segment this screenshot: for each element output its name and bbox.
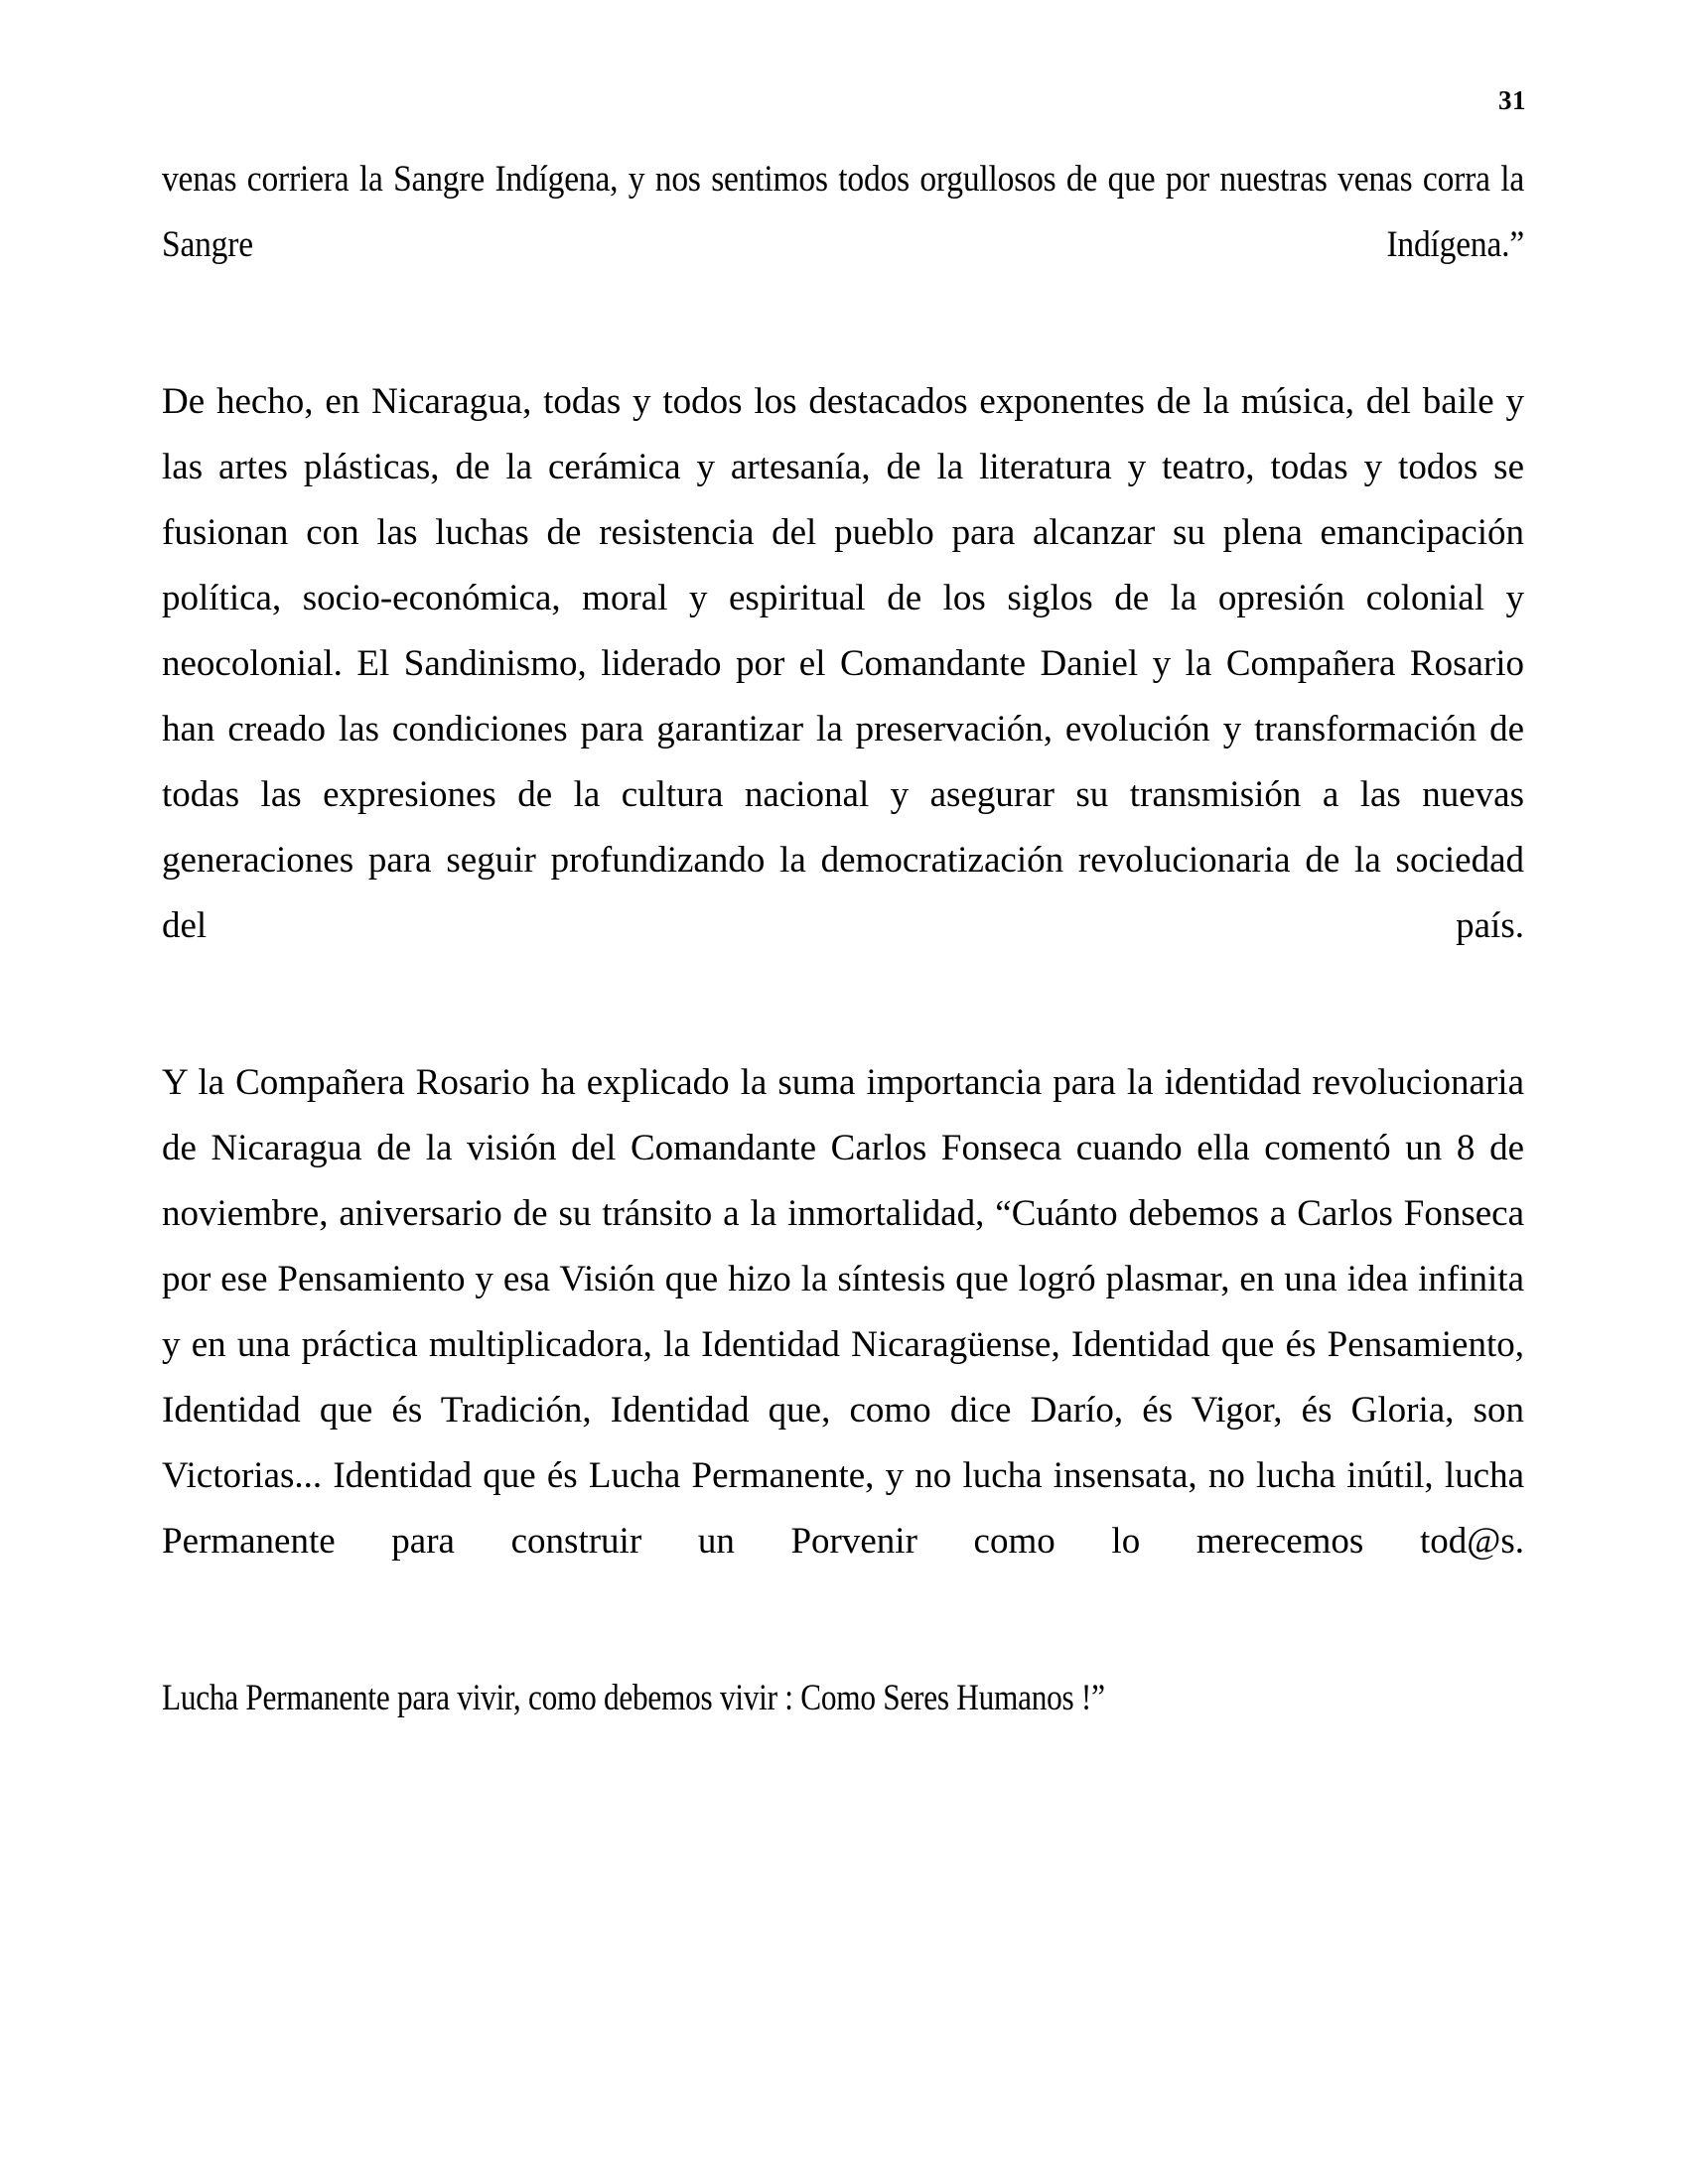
paragraph-body-2: Y la Compañera Rosario ha explicado la suma importancia para la identidad revolucionaria de Nicaragua de la visión del Comandante Carlos Fonseca cuando ella comentó un 8 de noviembre, aniversario de su tránsito a la inmortalidad, “Cuánto debemos a Carlos Fonseca por ese Pensamiento y esa Visión que hizo la síntesis que logró plasmar, en una idea infinita y en una práctica multiplicadora, la Identidad Nicaragüense, Identidad que és Pensamiento, Identidad que és Tradición, Identidad que, como dice Darío, és Vigor, és Gloria, son Victorias... Identidad que és Lucha Permanente, y no lucha insensata, no lucha inútil, lucha Permanente para construir un Porvenir como lo merecemos tod@s. xyxy=(162,1062,1524,1562)
paragraph-closing: Lucha Permanente para vivir, como debemos vivir : Como Seres Humanos !” xyxy=(162,1678,1105,1718)
page-number: 31 xyxy=(1498,85,1526,115)
paragraph-quote-tail: venas corriera la Sangre Indígena, y nos sentimos todos orgullosos de que por nuestras venas corra la Sangre Indígena.” xyxy=(162,159,1525,265)
paragraph-body-1: De hecho, en Nicaragua, todas y todos los destacados exponentes de la música, del baile y las artes plásticas, de la cerámica y artesanía, de la literatura y teatro, todas y todos se fusionan con las luchas de resistencia del pueblo para alcanzar su plena emancipación política, socio-económica, moral y espiritual de los siglos de la opresión colonial y neocolonial. El Sandinismo, liderado por el Comandante Daniel y la Compañera Rosario han creado las condiciones para garantizar la preservación, evolución y transformación de todas las expresiones de la cultura nacional y asegurar su transmisión a las nuevas generaciones para seguir profundizando la democratización revolucionaria de la sociedad del país. xyxy=(162,381,1524,946)
text-column xyxy=(162,147,1524,1731)
